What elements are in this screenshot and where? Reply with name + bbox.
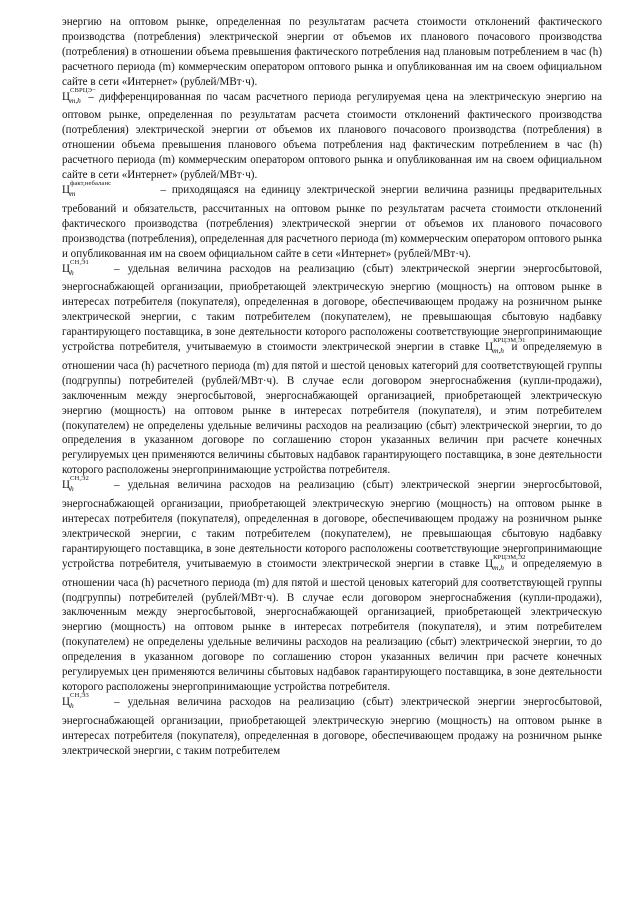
definition-text-part-a: – удельная величина расходов на реализацию (сбыт) электрической энергии энергосбытовой, энергоснабжающей организации, приобретающей электрическую энергию (мощность) на оптовом рынке в интересах потребителя (покупателя), определенная в договоре, обеспечивающем продажу на розничном рынке электрической энергии, с таким потребителем (покупателем), не превышающая сбытовую надбавку гарантирующего поставщика, в зоне деятельности которого расположены соответствующие энергопринимающие устройства потребителя, учитываемую в стоимости электрической энергии в ставке — [62, 262, 605, 354]
definition-sn-e3 — [62, 691, 605, 759]
symbol-subscript: h — [69, 484, 74, 494]
inline-formula-symbol — [485, 337, 526, 359]
definition-text-part-a: – удельная величина расходов на реализацию (сбыт) электрической энергии энергосбытовой, энергоснабжающей организации, приобретающей электрическую энергию (мощность) на оптовом рынке в интересах потребителя (покупателя), определенная в договоре, обеспечивающем продажу на розничном рынке электрической энергии, с таким потребителем (покупателем), не превышающая сбытовую надбавку гарантирующего поставщика, в зоне деятельности которого расположены соответствующие энергопринимающие устройства потребителя, учитываемую в стоимости электрической энергии в ставке — [62, 479, 605, 570]
symbol-letter: Ц — [62, 695, 70, 708]
symbol-superscript: СН,Э3 — [70, 691, 89, 699]
definition-text: – приходящаяся на единицу электрической энергии величина разницы предварительных требований и обязательств, рассчитанных на оптовом рынке по результатам расчета стоимости отклонений фактического производства (потребления) электрической энергии от объемов их планового почасового производства (потребления), определенная для расчетного периода (m) коммерческим оператором оптового рынка и опубликованная им на своем официальном сайте в сети «Интернет» (рублей/МВт·ч). — [62, 183, 605, 260]
definition-text: – удельная величина расходов на реализацию (сбыт) электрической энергии энергосбытовой, энергоснабжающей организации, приобретающей электрическую энергию (мощность) на оптовом рынке в интересах потребителя (покупателя), определенная в договоре, обеспечивающем продажу на розничном рынке электрической энергии, с таким потребителем — [62, 695, 605, 757]
symbol-superscript: СН,Э2 — [70, 475, 89, 483]
symbol-subscript: h — [69, 700, 74, 710]
definition-text: – дифференцированная по часам расчетного периода регулируемая цена на электрическую энергию на оптовом рынке, определенная по результатам расчета стоимости отклонений фактического производства (потребления) электрической энергии от объемов их планового почасового производства (потребления) в отношении объема превышения планового объема потребления над фактическим потреблением в час (h) расчетного периода (m) коммерческим оператором оптового рынка и опубликованная им на своем официальном сайте в сети «Интернет» (рублей/МВт·ч). — [62, 90, 602, 182]
definition-sn-e1 — [62, 258, 605, 479]
definition-nebalans — [62, 179, 605, 262]
formula-symbol — [62, 86, 96, 109]
formula-symbol — [62, 179, 125, 202]
paragraph-text: энергию на оптовом рынке, определенная по результатам расчета стоимости отклонений фактического производства (потребления) электрической энергии от объемов их планового почасового производства (потребления) в отношении объема превышения фактического потребления над плановым потреблением в час (h) расчетного периода (m) коммерческим оператором оптового рынка и опубликованная им на своем официальном сайте в сети «Интернет» (рублей/МВт·ч). — [62, 16, 602, 88]
symbol-subscript: m — [69, 188, 76, 198]
paragraph-continuation — [62, 15, 602, 90]
symbol-superscript: СВРЦЭ− — [70, 86, 96, 94]
definition-srrc-price — [62, 86, 602, 183]
symbol-superscript: факт,небаланс — [70, 179, 112, 187]
formula-symbol — [62, 691, 90, 714]
definition-sn-e2 — [62, 475, 605, 695]
symbol-letter: Ц — [485, 557, 494, 570]
inline-formula-symbol — [485, 553, 526, 576]
symbol-subscript: m,h — [69, 95, 81, 105]
symbol-letter: Ц — [62, 90, 70, 103]
symbol-letter: Ц — [62, 479, 70, 492]
symbol-letter: Ц — [62, 262, 70, 275]
definition-text-part-b: и определяемую в отношении часа (h) расчетного периода (m) для пятой и шестой ценовых категорий для соответствующей группы (подгруппы) потребителей (рублей/МВт·ч). В случае если договором энергоснабжения (купли-продажи), заключенным между энергосбытовой, энергоснабжающей организацией, приобретающей электрическую энергию (мощность) на оптовом рынке в интересах потребителя (покупателя), и этим потребителем (покупателем) не определены удельные величины расходов на реализацию (сбыт) электрической энергии, то до определения в указанном договоре по соглашению сторон указанных величин при расчете конечных регулируемых цен применяются величины сбытовых надбавок гарантирующего поставщика, в зоне деятельности которого расположены энергопринимающие устройства потребителя. — [62, 341, 603, 477]
symbol-letter: Ц — [62, 183, 70, 196]
symbol-superscript: КРЦЭМ,Э2 — [493, 553, 526, 561]
symbol-superscript: КРЦЭМ,Э1 — [493, 337, 526, 345]
symbol-subscript: m,h — [493, 562, 504, 572]
symbol-subscript: m,h — [493, 346, 504, 356]
formula-symbol — [62, 475, 90, 497]
symbol-superscript: СН,Э1 — [70, 258, 89, 266]
symbol-letter: Ц — [485, 341, 494, 354]
formula-symbol — [62, 258, 90, 281]
symbol-subscript: h — [69, 267, 74, 277]
definition-text-part-b: и определяемую в отношении часа (h) расчетного периода (m) для пятой и шестой ценовых категорий для соответствующей группы (подгруппы) потребителей (рублей/МВт·ч). В случае если договором энергоснабжения (купли-продажи), заключенным между энергосбытовой, энергоснабжающей организацией, приобретающей электрическую энергию (мощность) на оптовом рынке в интересах потребителя (покупателя), и этим потребителем (покупателем) не определены удельные величины расходов на реализацию (сбыт) электрической энергии, то до определения в указанном договоре по соглашению сторон указанных величин при расчете конечных регулируемых цен применяются величины сбытовых надбавок гарантирующего поставщика, в зоне деятельности которого расположены энергопринимающие устройства потребителя. — [62, 557, 603, 693]
